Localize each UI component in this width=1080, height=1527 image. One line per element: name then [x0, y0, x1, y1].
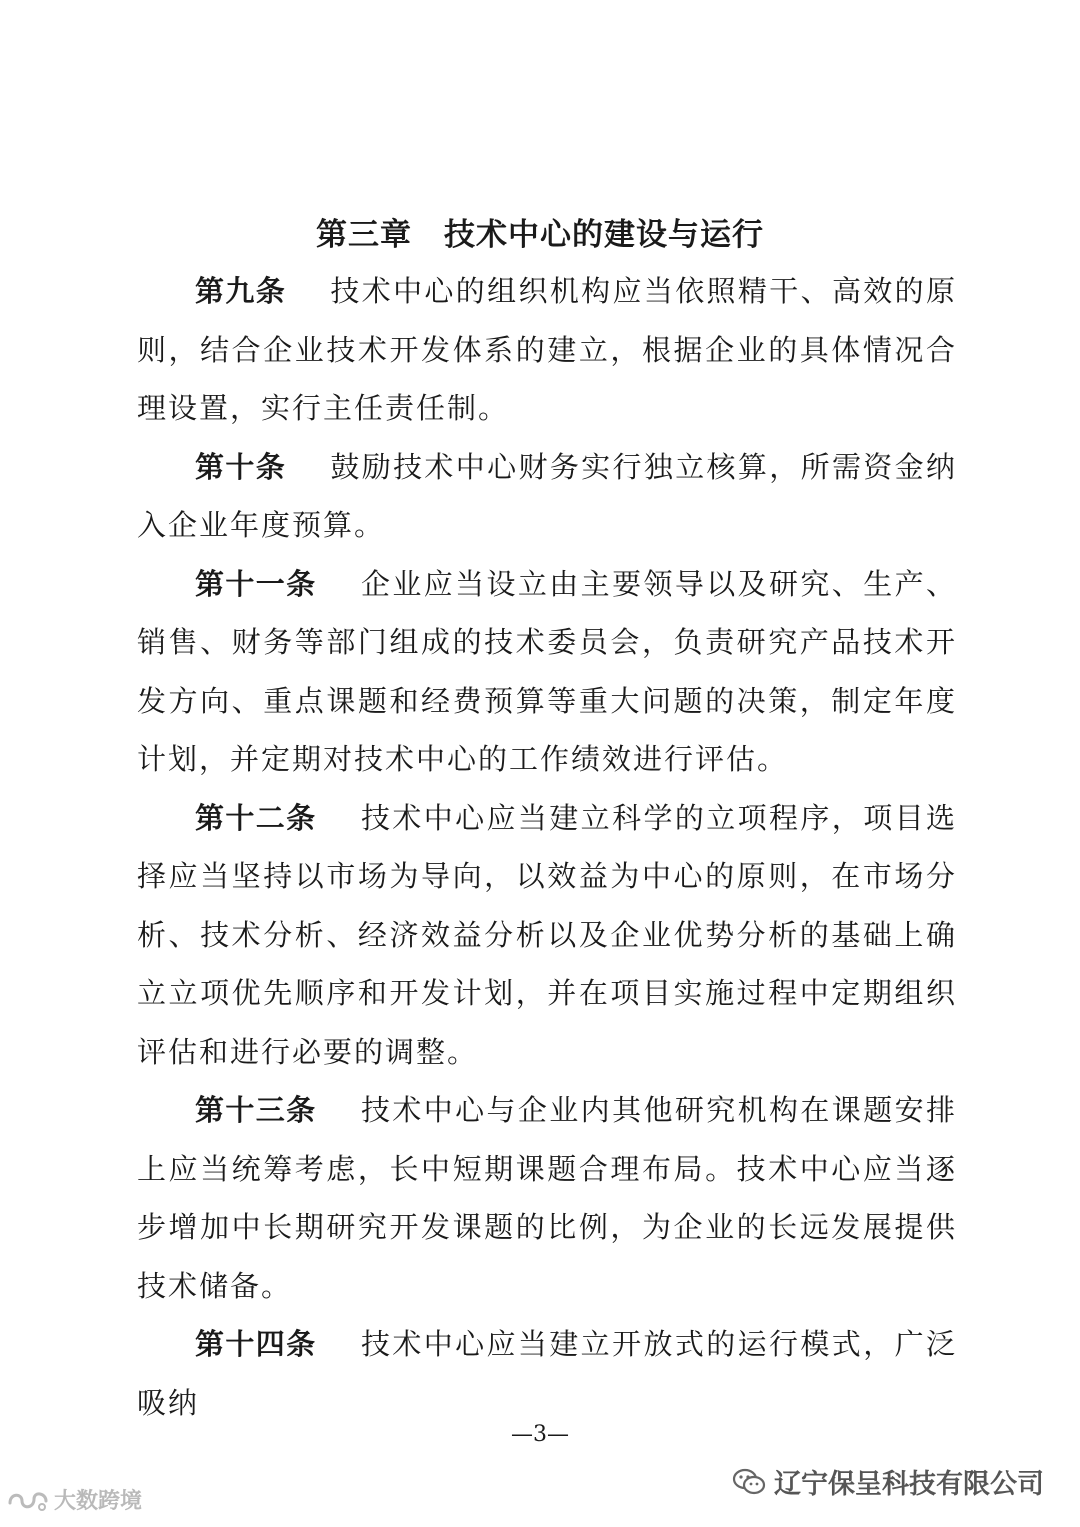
article-number: 第十三条	[195, 1093, 317, 1127]
article-11	[137, 555, 957, 789]
watermark-company: 辽宁保呈科技有限公司	[774, 1469, 1044, 1500]
page-number: —3—	[511, 1422, 569, 1447]
article-text: 鼓励技术中心财务实行独立核算，所需资金纳入企业年度预算。	[137, 449, 957, 542]
article-number: 第九条	[195, 274, 287, 308]
article-number: 第十四条	[195, 1327, 317, 1361]
watermark-platform: 大数跨境	[54, 1489, 143, 1514]
article-text: 企业应当设立由主要领导以及研究、生产、销售、财务等部门组成的技术委员会，负责研究产品技术开发方向、重点课题和经费预算等重大问题的决策，制定年度计划，并定期对技术中心的工作绩效进行评估。	[137, 566, 957, 776]
article-number: 第十一条	[195, 566, 317, 601]
platform-watermark	[6, 1484, 142, 1515]
article-13	[137, 1081, 957, 1315]
article-text: 技术中心的组织机构应当依照精干、高效的原则，结合企业技术开发体系的建立，根据企业的具体情况合理设置，实行主任责任制。	[137, 274, 957, 425]
article-9	[137, 262, 957, 438]
article-number: 第十条	[195, 449, 287, 484]
article-list	[137, 262, 957, 1432]
article-number: 第十二条	[195, 800, 317, 835]
article-10	[137, 438, 957, 555]
article-text: 技术中心与企业内其他研究机构在课题安排上应当统筹考虑，长中短期课题合理布局。技术中心应当逐步增加中长期研究开发课题的比例，为企业的长远发展提供技术储备。	[137, 1093, 957, 1303]
article-14	[137, 1315, 957, 1432]
chapter-title: 第三章 技术中心的建设与运行	[316, 217, 764, 253]
wechat-watermark	[732, 1462, 1044, 1501]
article-text: 技术中心应当建立开放式的运行模式，广泛吸纳	[137, 1327, 957, 1420]
article-text: 技术中心应当建立科学的立项程序，项目选择应当坚持以市场为导向，以效益为中心的原则，在市场分析、技术分析、经济效益分析以及企业优势分析的基础上确立立项优先顺序和开发计划，并在项目实施过程中定期组织评估和进行必要的调整。	[137, 800, 957, 1069]
article-12	[137, 789, 957, 1082]
wechat-icon	[732, 1467, 766, 1497]
loop-logo-icon	[6, 1487, 50, 1513]
